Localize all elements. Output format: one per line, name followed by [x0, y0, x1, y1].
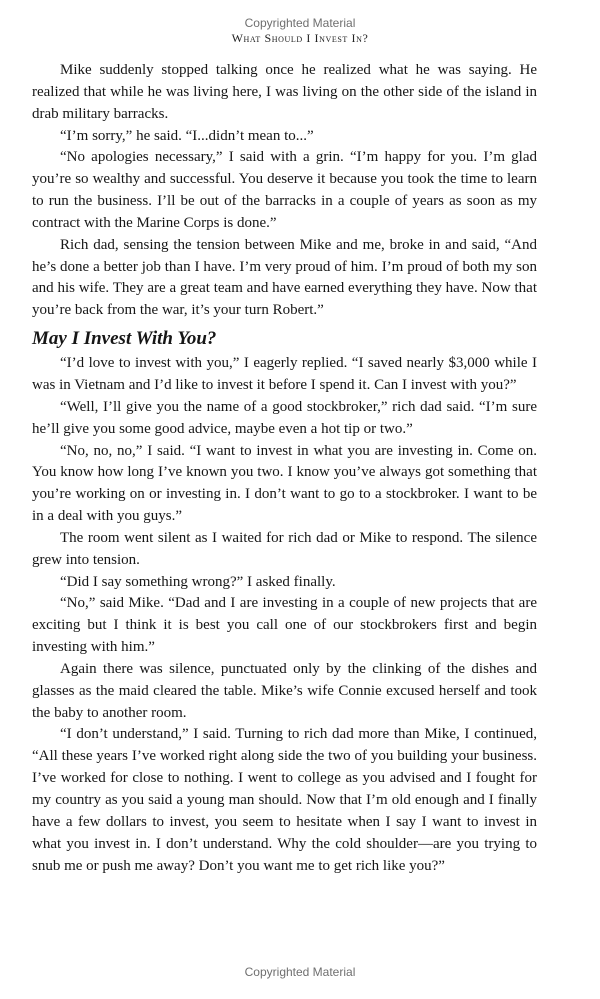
running-head: What Should I Invest In?: [231, 31, 369, 45]
body-paragraph: “Did I say something wrong?” I asked finally.: [60, 573, 336, 590]
body-paragraph: “I’m sorry,” he said. “I...didn’t mean to...”: [60, 127, 314, 144]
body-paragraph: “I don’t understand,” I said. Turning to rich dad more than Mike, I continued, “All these years I’ve worked right along side the two of you building your business. I’ve worked for close to nothing. I went to college as you advised and I fought for my country as you said a young man should. Now that I’m old enough and I finally have a few dollars to invest, you seem to hesitate when I say I want to invest in what you invest in. I don’t understand. Why the cold shoulder—are you trying to snub me or push me away? Don’t you want me to get rich like you?”: [32, 726, 537, 874]
body-paragraph: “No,” said Mike. “Dad and I are investing in a couple of new projects that are exciting but I think it is best you call one of our stockbrokers first and begin investing with him.”: [32, 595, 537, 656]
body-paragraph: Rich dad, sensing the tension between Mike and me, broke in and said, “And he’s done a better job than I have. I’m very proud of him. I’m proud of both my son and his wife. They are a great team and have earned everything they have. Now that you’re back from the war, it’s your turn Robert.”: [32, 236, 537, 319]
copyright-watermark-bottom: Copyrighted Material: [244, 965, 356, 979]
copyright-watermark-top: Copyrighted Material: [244, 16, 356, 30]
body-paragraph: Again there was silence, punctuated only by the clinking of the dishes and glasses as the maid cleared the table. Mike’s wife Connie excused herself and took the baby to another room.: [32, 660, 537, 721]
body-paragraph: “Well, I’ll give you the name of a good stockbroker,” rich dad said. “I’m sure he’ll give you some good advice, maybe even a hot tip or two.”: [32, 398, 537, 437]
body-paragraph: Mike suddenly stopped talking once he realized what he was saying. He realized that while he was living here, I was living on the other side of the island in drab military barracks.: [32, 62, 537, 122]
body-paragraph: “No, no, no,” I said. “I want to invest in what you are investing in. Come on. You know how long I’ve known you two. I know you’ve always got something that you’re working on or investing in. I don’t want to go to a stockbroker. I want to be in a deal with you guys.”: [32, 442, 537, 525]
body-paragraph: “I’d love to invest with you,” I eagerly replied. “I saved nearly $3,000 while I was in Vietnam and I’d like to invest it before I spend it. Can I invest with you?”: [32, 355, 537, 393]
section-heading: May I Invest With You?: [32, 328, 217, 350]
body-paragraph: “No apologies necessary,” I said with a grin. “I’m happy for you. I’m glad you’re so wealthy and successful. You deserve it because you took the time to learn to run the business. I’ll be out of the barracks in a couple of years as soon as my contract with the Marine Corps is done.”: [32, 149, 537, 231]
body-text: [32, 60, 537, 877]
body-paragraph: The room went silent as I waited for rich dad or Mike to respond. The silence grew into tension.: [32, 529, 537, 568]
